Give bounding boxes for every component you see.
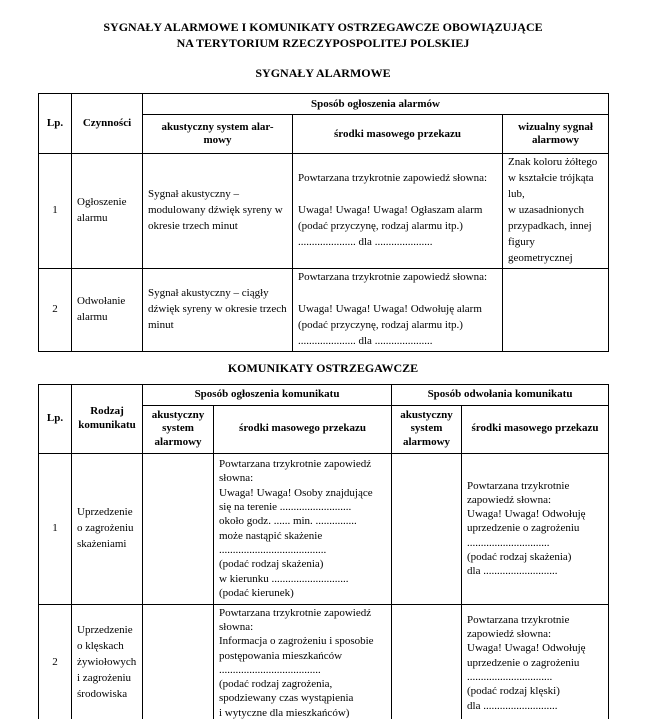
table-header-row <box>39 94 609 115</box>
cell-srodki-ogloszenie: Powtarzana trzykrotnie zapowiedź słowna: Informacja o zagrożeniu i sposobie postępowania mieszkańców ..................................... (podać rodzaj zagrożenia, spodziewany czas wystąpienia i wytyczne dla mieszkańców) <box>214 604 392 719</box>
cell-lp: 1 <box>39 154 72 269</box>
warning-messages-table <box>38 384 609 719</box>
cell-srodki: Powtarzana trzykrotnie zapowiedź słowna: Uwaga! Uwaga! Uwaga! Ogłaszam alarm (podać przyczynę, rodzaj alarmu itp.) ..................... dla ..................... <box>293 154 503 269</box>
col-header-wizualny-sygnal: wizualny sygnał alarmowy <box>503 115 609 154</box>
table-row <box>39 453 609 604</box>
table-row <box>39 268 609 351</box>
cell-wizualny: Znak koloru żółtego w kształcie trójkąta lub, w uzasadnionych przypadkach, innej figury geometrycznej <box>503 154 609 269</box>
col-header-rodzaj-komunikatu: Rodzaj komunikatu <box>72 384 143 453</box>
table-row <box>39 604 609 719</box>
cell-lp: 1 <box>39 453 72 604</box>
document-title-line1: SYGNAŁY ALARMOWE I KOMUNIKATY OSTRZEGAWCZE OBOWIĄZUJĄCE <box>103 20 543 34</box>
col-header-akustyczny-system-ogloszenie: akustyczny system alarmowy <box>143 405 214 453</box>
cell-rodzaj-komunikatu: Uprzedzenie o zagrożeniu skażeniami <box>72 453 143 604</box>
col-header-sposob-ogloszenia-alarmow: Sposób ogłoszenia alarmów <box>143 94 609 115</box>
col-header-lp: Lp. <box>39 384 72 453</box>
section-title-komunikaty-ostrzegawcze: KOMUNIKATY OSTRZEGAWCZE <box>227 360 419 375</box>
cell-akustyczny: Sygnał akustyczny – modulowany dźwięk syreny w okresie trzech minut <box>143 154 293 269</box>
table-row <box>39 154 609 269</box>
document-title <box>0 0 646 51</box>
cell-akustyczny: Sygnał akustyczny – ciągły dźwięk syreny w okresie trzech minut <box>143 268 293 351</box>
cell-czynnosc: Ogłoszenie alarmu <box>72 154 143 269</box>
col-header-srodki-masowego-przekazu: środki masowego przekazu <box>293 115 503 154</box>
cell-czynnosc: Odwołanie alarmu <box>72 268 143 351</box>
cell-srodki: Powtarzana trzykrotnie zapowiedź słowna: Uwaga! Uwaga! Uwaga! Odwołuję alarm (podać przyczynę, rodzaj alarmu itp.) ..................... dla ..................... <box>293 268 503 351</box>
col-header-akustyczny-system: akustyczny system alar- mowy <box>143 115 293 154</box>
cell-srodki-odwolanie: Powtarzana trzykrotnie zapowiedź słowna: Uwaga! Uwaga! Odwołuję uprzedzenie o zagrożeniu .............................. (podać rodzaj skażenia) dla ........................... <box>462 453 609 604</box>
col-header-srodki-ogloszenie: środki masowego przekazu <box>214 405 392 453</box>
col-header-sposob-odwolania-komunikatu: Sposób odwołania komunikatu <box>392 384 609 405</box>
document-title-line2: NA TERYTORIUM RZECZYPOSPOLITEJ POLSKIEJ <box>176 36 470 51</box>
cell-rodzaj-komunikatu: Uprzedzenie o klęskach żywiołowych i zagrożeniu środowiska <box>72 604 143 719</box>
cell-srodki-odwolanie: Powtarzana trzykrotnie zapowiedź słowna: Uwaga! Uwaga! Odwołuję uprzedzenie o zagrożeniu ............................... (podać rodzaj klęski) dla ........................... <box>462 604 609 719</box>
cell-wizualny-empty <box>503 268 609 351</box>
col-header-srodki-odwolanie: środki masowego przekazu <box>462 405 609 453</box>
cell-akustyczny-odwolanie-empty <box>392 453 462 604</box>
alarm-signals-table <box>38 93 609 351</box>
cell-akustyczny-ogloszenie-empty <box>143 453 214 604</box>
col-header-akustyczny-system-odwolanie: akustyczny system alarmowy <box>392 405 462 453</box>
cell-srodki-ogloszenie: Powtarzana trzykrotnie zapowiedź słowna: Uwaga! Uwaga! Osoby znajdujące się na terenie .......................... około godz. ...... min. ............... może nastąpić skażenie ....................................... (podać rodzaj skażenia) w kierunku ............................ (podać kierunek) <box>214 453 392 604</box>
table-header-row <box>39 384 609 405</box>
col-header-sposob-ogloszenia-komunikatu: Sposób ogłoszenia komunikatu <box>143 384 392 405</box>
cell-lp: 2 <box>39 604 72 719</box>
section-title-sygnaly-alarmowe: SYGNAŁY ALARMOWE <box>255 66 391 81</box>
cell-akustyczny-ogloszenie-empty <box>143 604 214 719</box>
cell-akustyczny-odwolanie-empty <box>392 604 462 719</box>
col-header-czynnosci: Czynności <box>72 94 143 154</box>
col-header-lp: Lp. <box>39 94 72 154</box>
cell-lp: 2 <box>39 268 72 351</box>
